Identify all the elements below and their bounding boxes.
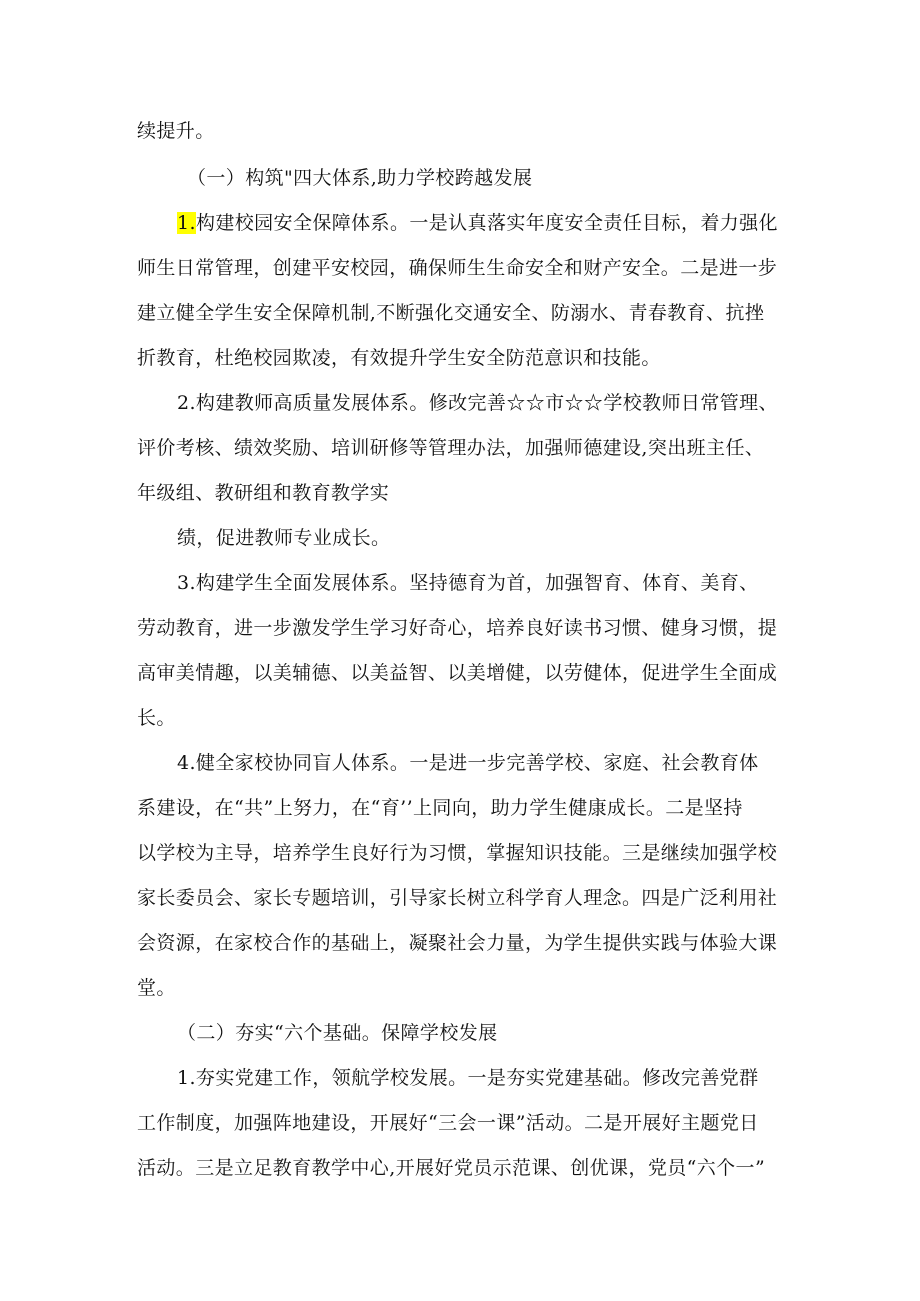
text-line: 高审美情趣，以美辅德、以美益智、以美增健，以劳健体，促进学生全面成 xyxy=(137,662,778,684)
text-line: 长。 xyxy=(137,707,176,729)
text-line: 活动。三是立足教育教学中心,开展好党员示范课、创优课，党员“六个一” xyxy=(137,1157,766,1179)
text-line: 续提升。 xyxy=(137,120,215,142)
text-line: 2.构建教师高质量发展体系。修改完善☆☆市☆☆学校教师日常管理、 xyxy=(177,392,778,414)
text-line: 以学校为主导，培养学生良好行为习惯，掌握知识技能。三是继续加强学校 xyxy=(137,842,778,864)
text-line: 堂。 xyxy=(137,977,176,999)
text-line xyxy=(177,211,778,235)
section-heading: （二）夯实“六个基础。保障学校发展 xyxy=(177,1022,498,1044)
highlighted-number: 1. xyxy=(177,212,196,234)
text-line: 家长委员会、家长专题培训，引导家长树立科学育人理念。四是广泛利用社 xyxy=(137,887,778,909)
text-line: 绩，促进教师专业成长。 xyxy=(177,527,391,549)
text-line: 折教育，杜绝校园欺凌，有效提升学生安全防范意识和技能。 xyxy=(137,347,661,369)
text-line: 师生日常管理，创建平安校园，确保师生生命安全和财产安全。二是进一步 xyxy=(137,257,778,279)
text-line: 年级组、教研组和教育教学实 xyxy=(137,482,390,504)
text-line: 1.夯实党建工作，领航学校发展。一是夯实党建基础。修改完善党群 xyxy=(177,1067,759,1089)
text-line: 3.构建学生全面发展体系。坚持德育为首，加强智育、体育、美育、 xyxy=(177,572,759,594)
text-line: 4.健全家校协同盲人体系。一是进一步完善学校、家庭、社会教育体 xyxy=(177,752,759,774)
text-line: 工作制度，加强阵地建设，开展好“三会一课”活动。二是开展好主题党日 xyxy=(137,1112,759,1134)
section-heading: （一）构筑"四大体系,助力学校跨越发展 xyxy=(187,167,533,189)
text-line-content: 构建校园安全保障体系。一是认真落实年度安全责任目标，着力强化 xyxy=(195,212,778,234)
text-line: 评价考核、绩效奖励、培训研修等管理办法，加强师德建设,突出班主任、 xyxy=(137,437,765,459)
text-line: 劳动教育，进一步激发学生学习好奇心，培养良好读书习惯、健身习惯，提 xyxy=(137,617,778,639)
text-line: 会资源，在家校合作的基础上，凝聚社会力量，为学生提供实践与体验大课 xyxy=(137,932,778,954)
text-line: 系建设，在“共”上努力，在“育’’上同向，助力学生健康成长。二是坚持 xyxy=(137,797,743,819)
text-line: 建立健全学生安全保障机制,不断强化交通安全、防溺水、青春教育、抗挫 xyxy=(137,302,765,324)
